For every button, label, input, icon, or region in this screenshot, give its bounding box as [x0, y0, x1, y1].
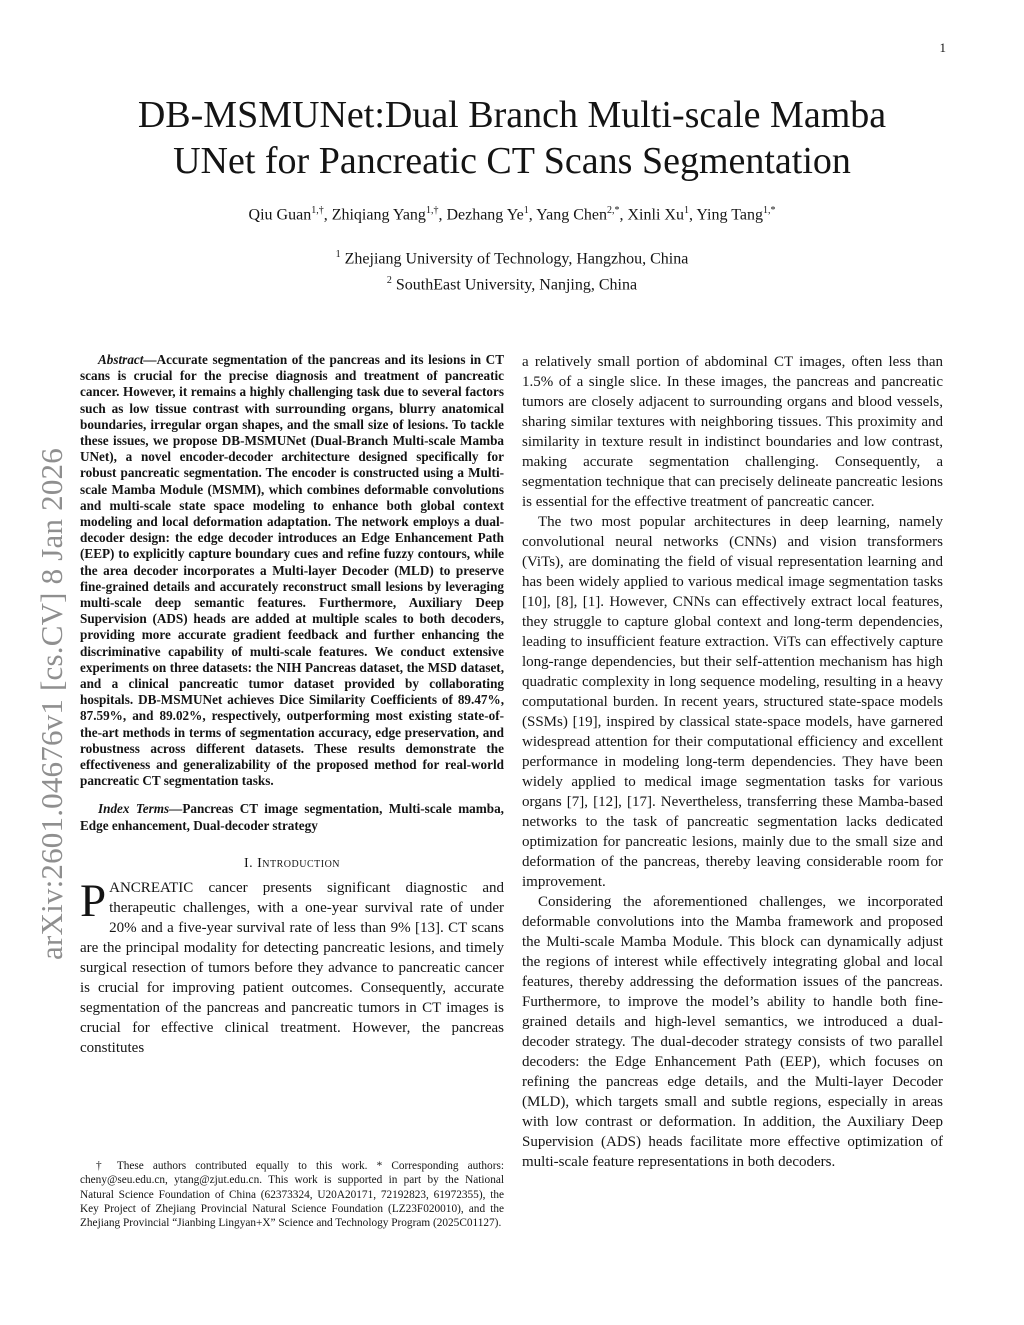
arxiv-identifier[interactable]: arXiv:2601.04676v1 [cs.CV] 8 Jan 2026 — [34, 448, 69, 960]
index-terms — [80, 801, 504, 833]
author-affil-mark: 1 — [683, 205, 689, 216]
affiliation-text: Zhejiang University of Technology, Hangzhou, China — [344, 250, 689, 268]
affiliation — [80, 270, 944, 296]
affiliation-text: SouthEast University, Nanjing, China — [395, 276, 638, 294]
author-list: Qiu Guan$^{1,\dagger}$, Zhiqiang Yang$^{1,\dagger}$, Dezhang Ye$^1$, Yang Chen$^{2,*}$, Xinli Xu$^1$, Ying Tang$^{1,*}$ — [248, 205, 776, 224]
affiliation-mark: 1 — [335, 249, 341, 260]
affiliation-list — [80, 244, 944, 297]
author-affil-mark: 1,† — [425, 205, 439, 216]
author: Dezhang Ye — [446, 206, 524, 224]
section-title: Introduction — [257, 855, 341, 871]
title-line-1: DB-MSMUNet:Dual Branch Multi-scale Mamba — [137, 94, 887, 136]
section-heading-introduction — [80, 856, 504, 872]
right-paragraph-2: The two most popular architectures in deep learning, namely convolutional neural networks (CNNs) and vision transformers (ViTs), are dominating the field of visual representation learning and has been widely applied to various medical image segmentation tasks [10], [8], [1]. However, CNNs can effectively extract local features, they struggle to capture global context and long-term dependencies, leading to insufficient feature extraction. ViTs can effectively capture long-range dependencies, but their self-attention mechanism has high quadratic complexity in long sequence modeling, resulting in a heavy computational burden. In recent years, structured state-space models (SSMs) [19], inspired by classical state-space models, have garnered widespread attention for their computational efficiency and excellent performance in modeling long-term dependencies. They have been widely applied to medical image segmentation tasks for various organs [7], [12], [17]. Nevertheless, transferring these Mamba-based networks to the task of pancreatic segmentation lacks dedicated optimization for pancreatic lesions, mainly due to the small size and deformation of the pancreas, thereby leaving considerable room for improvement. — [522, 514, 943, 890]
right-paragraph-1: a relatively small portion of abdominal CT images, often less than 1.5% of a single slice. In these images, the pancreas and pancreatic tumors are closely adjacent to surrounding organs and blood vessels, sharing similar textures with neighboring tissues. This proximity and similarity in texture result in indistinct boundaries and low contrast, making accurate segmentation challenging. Consequently, a segmentation technique that can precisely delineate pancreatic lesions is essential for the effective treatment of pancreatic cancer. — [522, 354, 943, 510]
left-column — [80, 352, 504, 1058]
index-terms-text: Pancreas CT image segmentation, Multi-scale mamba, Edge enhancement, Dual-decoder strategy — [80, 801, 504, 833]
author: Xinli Xu — [627, 206, 684, 224]
author-affil-mark: 1 — [523, 205, 529, 216]
affiliation — [80, 244, 944, 270]
author: Ying Tang — [696, 206, 763, 224]
title-line-2: UNet for Pancreatic CT Scans Segmentation — [173, 140, 851, 182]
intro-first-word: ANCREATIC — [109, 879, 194, 896]
drop-cap: P — [80, 874, 107, 927]
page-number: 1 — [939, 40, 946, 55]
author: Qiu Guan — [248, 206, 312, 224]
author-affil-mark: 1,† — [311, 205, 324, 216]
section-number: I. — [243, 855, 254, 871]
intro-paragraph-1 — [80, 874, 504, 1058]
author: Yang Chen — [536, 206, 607, 224]
author-affil-mark: 1,* — [762, 205, 776, 216]
right-column — [522, 352, 943, 1172]
author-affil-mark: 2,* — [607, 205, 620, 216]
abstract-text: Accurate segmentation of the pancreas and its lesions in CT scans is crucial for the precise diagnosis and treatment of pancreatic cancer. However, it remains a highly challenging task due to several factors such as low tissue contrast with surrounding organs, blurry anatomical boundaries, irregular organ shapes, and the small size of lesions. To tackle these issues, we propose DB-MSMUNet (Dual-Branch Multi-scale Mamba UNet), a novel encoder-decoder architecture designed specifically for robust pancreatic segmentation. The encoder is constructed using a Multi-scale Mamba Module (MSMM), which combines deformable convolutions and multi-scale state space modeling to enhance both global context modeling and local deformation adaptation. The network employs a dual-decoder design: the edge decoder introduces an Edge Enhancement Path (EEP) to explicitly capture boundary cues and refine fuzzy contours, while the area decoder incorporates a Multi-layer Decoder (MLD) to preserve fine-grained details and accurately reconstruct small lesions by leveraging multi-scale deep semantic features. Furthermore, Auxiliary Deep Supervision (ADS) heads are added at multiple scales to both decoders, providing more accurate gradient feedback and further enhancing the discriminative capability of multi-scale features. We conduct extensive experiments on three datasets: the NIH Pancreas dataset, the MSD dataset, and a clinical pancreatic tumor dataset provided by collaborating hospitals. DB-MSMUNet achieves Dice Similarity Coefficients of 89.47%, 87.59%, and 89.02%, respectively, outperforming most existing state-of-the-art methods in terms of segmentation accuracy, edge preservation, and robustness across different datasets. These results demonstrate the effectiveness and generalizability of the proposed method for real-world pancreatic CT segmentation tasks. — [80, 352, 504, 789]
footnote: † These authors contributed equally to this work. * Corresponding authors: cheny@seu.edu.cn, ytang@zjut.edu.cn. This work is supported in part by the National Natural Science Foundation of China (62373324, U20A20171, 72192823, 61972355), the Key Project of Zhejiang Provincial Natural Science Foundation (LZ23F020010), and the Zhejiang Provincial “Jianbing Lingyan+X” Science and Technology Program (2025C01127). — [80, 1160, 504, 1230]
paper-title — [80, 92, 944, 184]
abstract — [80, 352, 504, 789]
affiliation-mark: 2 — [386, 275, 392, 287]
author: Zhiqiang Yang — [331, 206, 426, 224]
right-paragraph-3: Considering the aforementioned challenges, we incorporated deformable convolutions into the Mamba framework and proposed the Multi-scale Mamba Module. This block can dynamically adjust the regions of interest while effectively integrating global and local features, thereby addressing the deformation issues of the pancreas. Furthermore, to improve the model’s ability to handle both fine-grained details and high-level semantics, we introduced a dual-decoder strategy. The dual-decoder strategy consists of two parallel decoders: the Edge Enhancement Path (EEP), which focuses on refining the pancreas edge details, and the Multi-layer Decoder (MLD), which targets small and subtle regions, especially in areas with low contrast or deformation. In addition, the Auxiliary Deep Supervision (ADS) heads facilitate more effective optimization of multi-scale feature representations in both decoders. — [522, 894, 943, 1170]
abstract-label: Abstract— — [98, 352, 157, 367]
intro-paragraph-text: cancer presents significant diagnostic and therapeutic challenges, with a one-year survival rate of under 20% and a five-year survival rate of less than 9% [13]. CT scans are the principal modality for detecting pancreatic lesions, and timely surgical resection of tumors before they advance to pancreatic cancer is crucial for improving patient outcomes. Consequently, accurate segmentation of the pancreas and pancreatic tumors in CT images is crucial for effective clinical treatment. However, the pancreas constitutes — [80, 879, 504, 1056]
index-terms-label: Index Terms— — [98, 801, 183, 817]
